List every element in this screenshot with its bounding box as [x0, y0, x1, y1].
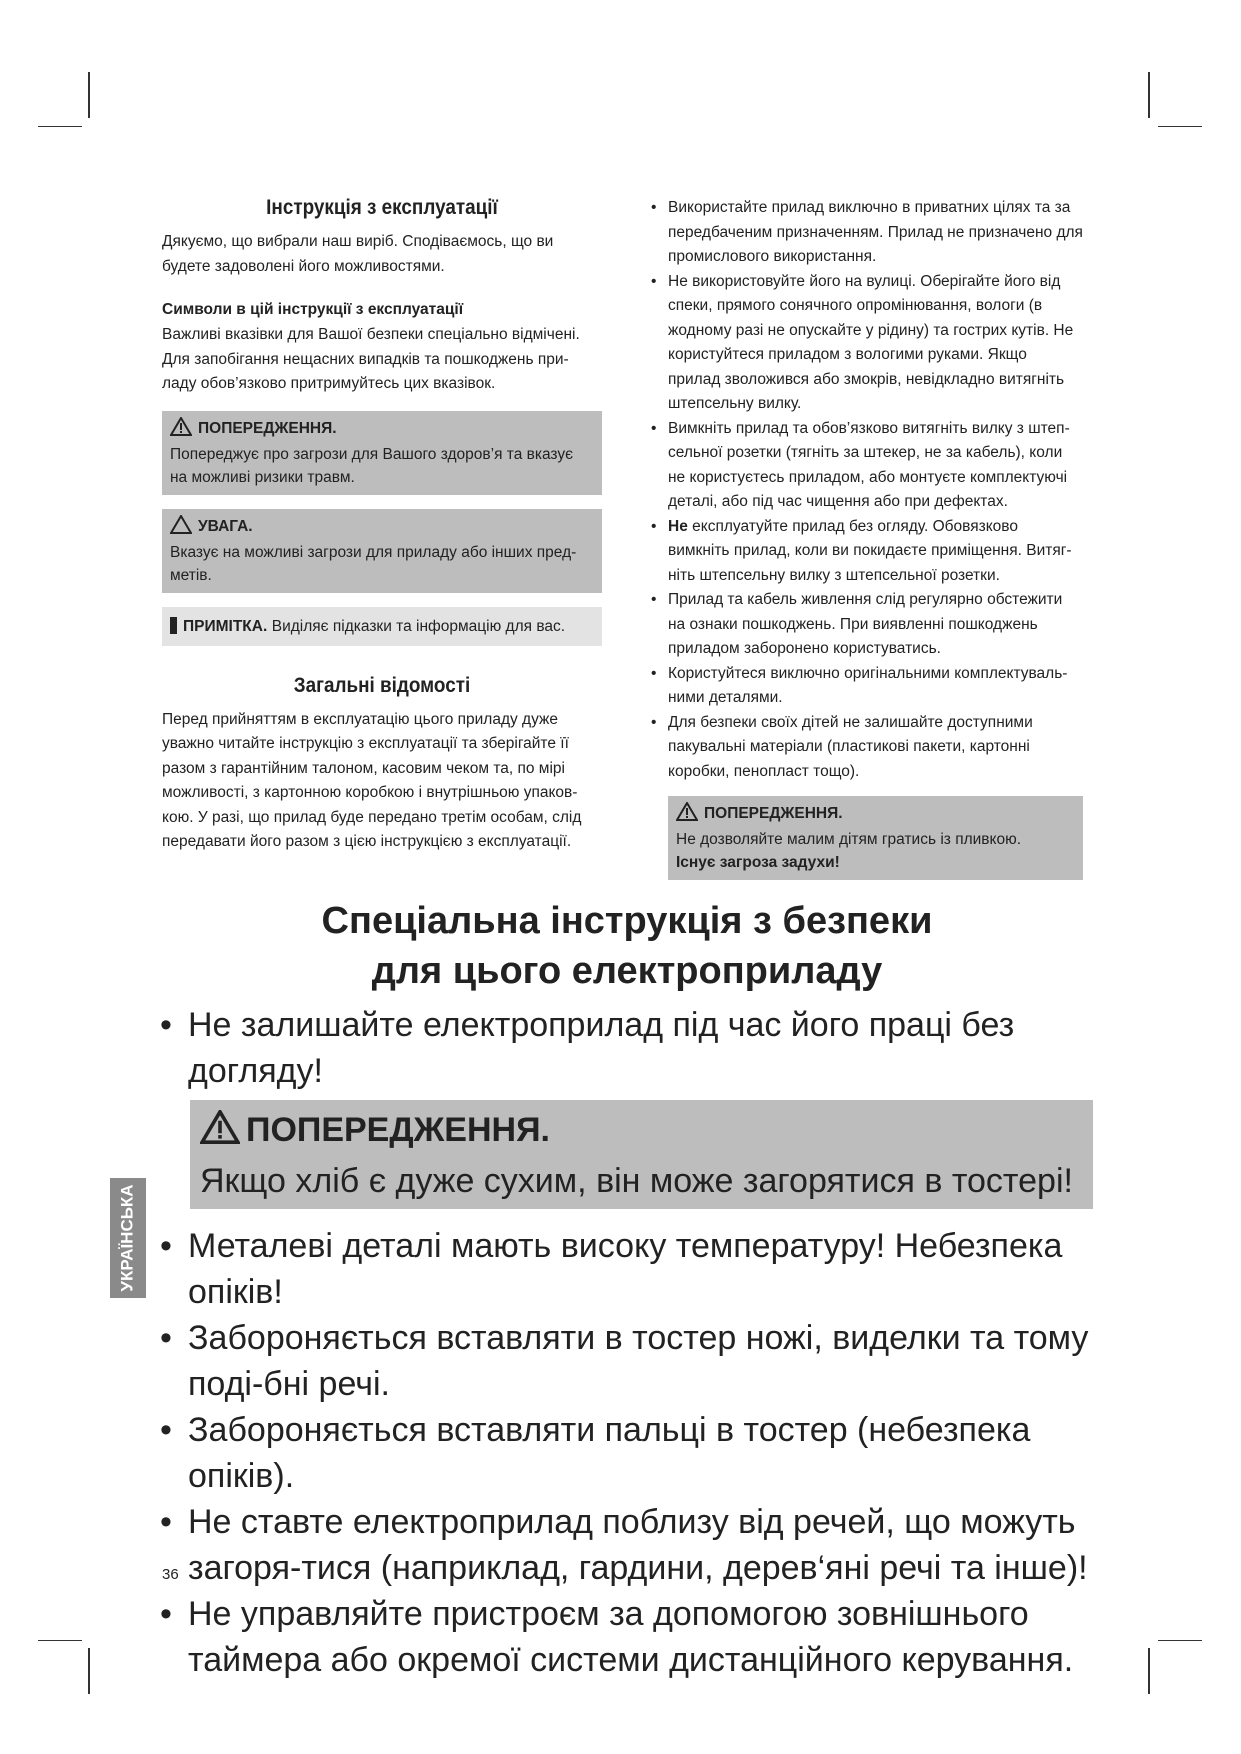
child-warning-text: Не дозволяйте малим дітям гратись із пливкою. — [676, 831, 1022, 848]
list-item-text: Не використовуйте його на вулиці. Оберігайте його від спеки, прямого сонячного опромінювання, вологи (в жодному разі не опускайте у рідину) та гострих кутів. Не користуйтеся приладом з вологими руками. Якщо прилад зволожився або змокрів, невідкладно витягніть штепсельну вилку. — [668, 272, 1074, 412]
warning-text: Попереджує про загрози для Вашого здоров’я та вказує на можливі ризики травм. — [170, 445, 574, 486]
crop-mark — [88, 1648, 90, 1694]
special-item — [158, 1407, 1093, 1499]
crop-mark — [1148, 1648, 1150, 1694]
toaster-warning-title: ПОПЕРЕДЖЕННЯ. — [246, 1111, 550, 1149]
crop-mark — [1158, 1640, 1202, 1641]
page-number: 36 — [162, 1566, 179, 1583]
crop-mark — [1148, 72, 1150, 118]
special-item — [158, 1591, 1093, 1683]
special-item-text: Не ставте електроприлад поблизу від речей, що можуть загоря-тися (наприклад, гардини, дерев‘яні речі та інше)! — [188, 1503, 1088, 1587]
crop-mark — [1158, 126, 1202, 127]
special-title-line2: для цього електроприладу — [371, 950, 883, 992]
special-item-text: Не залишайте електроприлад під час його праці без догляду! — [188, 1006, 1015, 1090]
note-text: Виділяє підказки та інформацію для вас. — [271, 617, 566, 635]
toaster-warning-title-row — [200, 1106, 1085, 1157]
note-title: ПРИМІТКА. — [183, 617, 268, 635]
bullet-dot: • — [651, 199, 657, 216]
warning-title: ПОПЕРЕДЖЕННЯ. — [198, 419, 337, 437]
caution-title-row — [170, 515, 594, 541]
crop-mark — [38, 1640, 82, 1641]
special-item — [158, 1499, 1093, 1591]
caution-text: Вказує на можливі загрози для приладу або інших пред-метів. — [170, 543, 577, 584]
left-column — [162, 196, 602, 855]
manual-title: Інструкція з експлуатації — [266, 196, 498, 219]
list-item-text: Користуйтеся виключно оригінальними комплектуваль-ними деталями. — [668, 664, 1068, 706]
toaster-warning-text: Якщо хліб є дуже сухим, він може загорятися в тостері! — [200, 1162, 1073, 1200]
list-item — [638, 270, 1083, 417]
crop-mark — [88, 72, 90, 118]
list-item — [638, 662, 1083, 711]
general-title: Загальні відомості — [293, 673, 471, 697]
special-item — [158, 1315, 1093, 1407]
list-item — [638, 515, 1083, 589]
child-warning-bold: Існує загроза задухи! — [676, 854, 840, 871]
list-item-text: Використайте прилад виключно в приватних цілях та за передбаченим призначенням. Прилад не призначено для промислового використання. — [668, 199, 1083, 265]
child-warning-title-row — [676, 802, 1075, 828]
special-item — [158, 1223, 1093, 1315]
list-item — [638, 417, 1083, 515]
bullet-dot: • — [160, 1503, 172, 1541]
intro-text: Дякуємо, що вибрали наш виріб. Сподіваємось, що ви будете задоволені його можливостями. — [162, 233, 554, 275]
bullet-dot: • — [160, 1319, 172, 1357]
special-item-text: Металеві деталі мають високу температуру! Небезпека опіків! — [188, 1227, 1063, 1311]
symbols-heading: Символи в цій інструкції з експлуатації — [162, 301, 464, 318]
bullet-dot: • — [651, 713, 657, 731]
special-item-text: Забороняється вставляти пальці в тостер (небезпека опіків). — [188, 1411, 1031, 1495]
list-item — [638, 711, 1083, 785]
caution-box — [162, 509, 602, 593]
crop-mark — [38, 126, 82, 127]
special-list — [158, 1002, 1093, 1683]
special-title — [162, 896, 1092, 996]
list-item — [638, 588, 1083, 662]
note-box — [162, 607, 602, 646]
warning-box — [162, 411, 602, 495]
special-item-text: Не управляйте пристроєм за допомогою зовнішнього таймера або окремої системи дистанційного керування. — [188, 1595, 1074, 1679]
child-warning-box — [668, 796, 1083, 880]
list-item-bold: Не — [668, 517, 688, 535]
list-item-text: Прилад та кабель живлення слід регулярно обстежити на ознаки пошкоджень. При виявленні пошкоджень приладом заборонено користуватись. — [668, 591, 1063, 657]
safety-list — [638, 196, 1083, 784]
bullet-dot: • — [651, 517, 657, 535]
bullet-dot: • — [160, 1227, 172, 1265]
bullet-dot: • — [651, 272, 657, 290]
warning-title-row — [170, 417, 594, 443]
bullet-dot: • — [651, 664, 657, 682]
warning-triangle-icon — [170, 417, 192, 443]
bullet-dot: • — [160, 1006, 172, 1044]
special-title-line1: Спеціальна інструкція з безпеки — [321, 900, 933, 942]
bullet-dot: • — [651, 591, 657, 608]
caution-title: УВАГА. — [198, 517, 253, 535]
list-item-text: Вимкніть прилад та обов’язково витягніть вилку з штеп-сельної розетки (тягніть за штекер, не за кабель), коли не користуєтесь приладом, або монтуєте комплектуючі деталі, або під час чищення або при дефектах. — [668, 419, 1070, 510]
special-item — [158, 1002, 1093, 1094]
bullet-dot: • — [160, 1595, 172, 1633]
symbols-text: Важливі вказівки для Вашої безпеки спеціально відмічені. Для запобігання нещасних випадків та пошкоджень при-ладу обов’язково притримуйтесь цих вказівок. — [162, 326, 580, 392]
right-column — [638, 196, 1083, 880]
list-item — [638, 196, 1083, 270]
general-text: Перед прийняттям в експлуатацію цього приладу дуже уважно читайте інструкцію з експлуатації та зберігайте її разом з гарантійним талоном, касовим чеком та, по мірі можливості, з картонною коробкою і внутрішньою упаков-кою. У разі, що прилад буде передано третім особам, слід передавати його разом з цією інструкцією з експлуатації. — [162, 710, 582, 850]
language-tab — [110, 1178, 146, 1298]
bullet-dot: • — [160, 1411, 172, 1449]
warning-triangle-icon — [200, 1109, 240, 1157]
list-item-text: Для безпеки своїх дітей не залишайте доступними пакувальні матеріали (пластикові пакети, картонні коробки, пенопласт тощо). — [668, 713, 1033, 780]
toaster-warning-box — [190, 1100, 1093, 1209]
special-item-text: Забороняється вставляти в тостер ножі, виделки та тому поді-бні речі. — [188, 1319, 1089, 1403]
child-warning-title: ПОПЕРЕДЖЕННЯ. — [704, 805, 843, 822]
warning-triangle-icon — [676, 802, 698, 828]
caution-triangle-icon — [170, 515, 192, 541]
bullet-dot: • — [651, 419, 657, 437]
info-icon — [170, 617, 177, 634]
language-tab-label: УКРАЇНСЬКА — [118, 1184, 138, 1292]
list-item-text: експлуатуйте прилад без огляду. Обовязково вимкніть прилад, коли ви покидаєте приміщення. Витяг-ніть штепсельну вилку з штепсельної розетки. — [668, 517, 1072, 584]
